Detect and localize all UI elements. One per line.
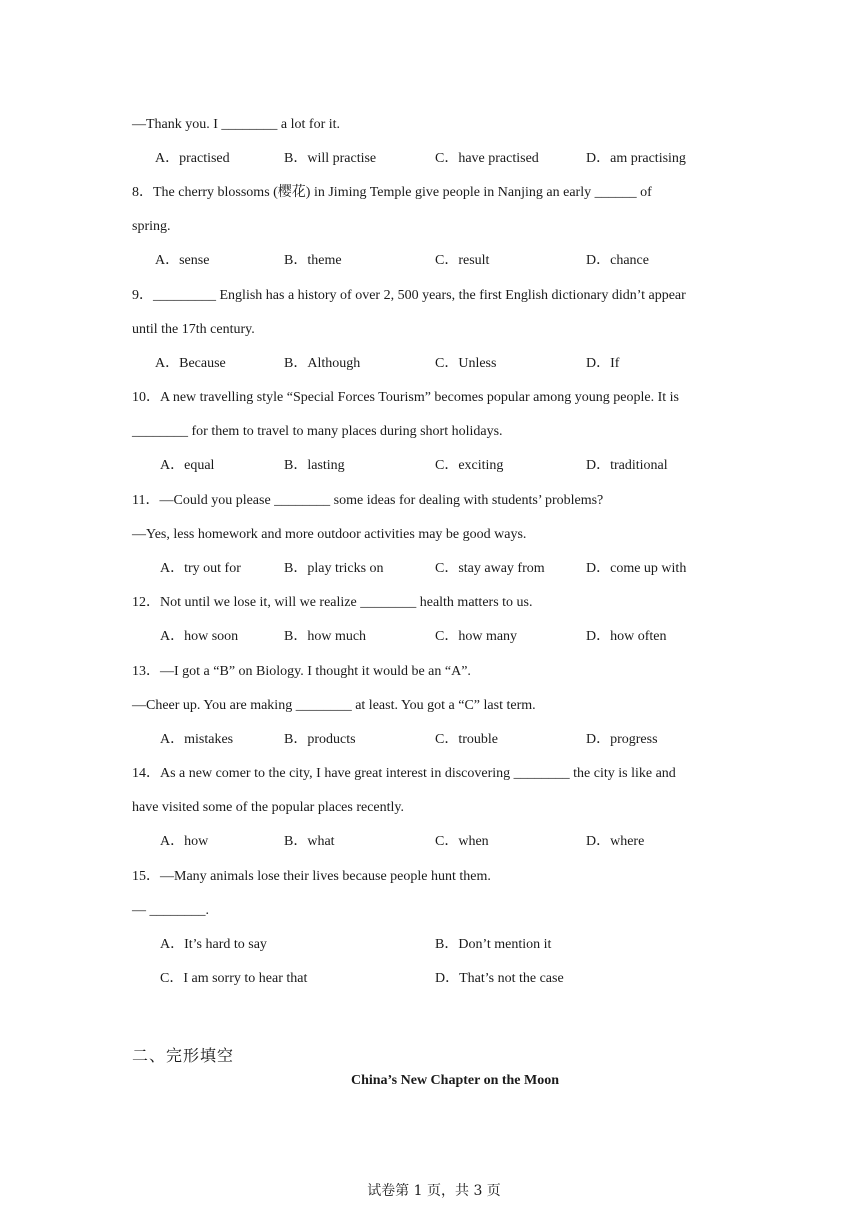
q10-option-d: D．traditional — [586, 458, 668, 473]
q15-stem-line1: 15．—Many animals lose their lives because people hunt them. — [132, 869, 491, 884]
q7-reply-line: —Thank you. I ________ a lot for it. — [132, 117, 341, 132]
q8-stem-line2: spring. — [132, 219, 171, 234]
passage-title: China’s New Chapter on the Moon — [350, 1073, 560, 1088]
q10-option-b: B．lasting — [284, 458, 345, 473]
q10-option-c: C．exciting — [435, 458, 504, 473]
q10-option-a: A．equal — [160, 458, 215, 473]
q14-option-b: B．what — [284, 834, 335, 849]
section-heading: 二、完形填空 — [132, 1046, 235, 1065]
q12-options — [0, 628, 868, 646]
q13-stem-line2: —Cheer up. You are making ________ at least. You got a “C” last term. — [132, 698, 536, 713]
q12-option-a: A．how soon — [160, 629, 239, 644]
q7-options — [0, 150, 868, 168]
q10-options — [0, 457, 868, 475]
q12-stem-line1: 12．Not until we lose it, will we realize ________ health matters to us. — [132, 595, 533, 610]
q15-options-row1 — [0, 936, 868, 954]
q10-stem-line2: ________ for them to travel to many places during short holidays. — [132, 424, 503, 439]
q9-options — [0, 355, 868, 373]
q13-options — [0, 731, 868, 749]
q11-stem-line2: —Yes, less homework and more outdoor activities may be good ways. — [132, 527, 527, 542]
q9-stem-line1: 9．_________ English has a history of over 2, 500 years, the first English dictionary didn’t appear — [132, 288, 686, 303]
q15-option-a: A．It’s hard to say — [160, 937, 267, 952]
q9-option-c: C．Unless — [435, 356, 497, 371]
q7-option-d: D．am practising — [586, 151, 686, 166]
q15-stem-line2: — ________. — [132, 903, 209, 918]
q7-option-a: A．practised — [155, 151, 230, 166]
q8-options — [0, 252, 868, 270]
q9-option-a: A．Because — [155, 356, 226, 371]
q11-option-a: A．try out for — [160, 561, 241, 576]
q8-option-b: B．theme — [284, 253, 342, 268]
q8-option-d: D．chance — [586, 253, 649, 268]
q15-option-d: D．That’s not the case — [435, 971, 564, 986]
q11-option-d: D．come up with — [586, 561, 687, 576]
q13-stem-line1: 13．—I got a “B” on Biology. I thought it would be an “A”. — [132, 664, 471, 679]
q14-option-c: C．when — [435, 834, 489, 849]
q14-stem-line2: have visited some of the popular places recently. — [132, 800, 404, 815]
q13-option-b: B．products — [284, 732, 356, 747]
q11-option-c: C．stay away from — [435, 561, 545, 576]
q9-option-b: B．Although — [284, 356, 361, 371]
q13-option-a: A．mistakes — [160, 732, 234, 747]
q7-option-b: B．will practise — [284, 151, 377, 166]
q12-option-b: B．how much — [284, 629, 367, 644]
q11-option-b: B．play tricks on — [284, 561, 384, 576]
q11-stem-line1: 11．—Could you please ________ some ideas for dealing with students’ problems? — [132, 493, 604, 508]
q9-stem-line2: until the 17th century. — [132, 322, 255, 337]
q8-option-a: A．sense — [155, 253, 210, 268]
q14-option-a: A．how — [160, 834, 209, 849]
q12-option-c: C．how many — [435, 629, 518, 644]
q13-option-c: C．trouble — [435, 732, 498, 747]
q10-stem-line1: 10．A new travelling style “Special Forces Tourism” becomes popular among young people. It is — [132, 390, 679, 405]
q15-option-c: C．I am sorry to hear that — [160, 971, 308, 986]
q15-options-row2 — [0, 970, 868, 988]
q14-stem-line1: 14．As a new comer to the city, I have great interest in discovering ________ the city is like and — [132, 766, 676, 781]
q13-option-d: D．progress — [586, 732, 658, 747]
q12-option-d: D．how often — [586, 629, 667, 644]
q8-stem-line1: 8．The cherry blossoms (樱花) in Jiming Temple give people in Nanjing an early ______ of — [132, 185, 652, 200]
q15-option-b: B．Don’t mention it — [435, 937, 552, 952]
q11-options — [0, 560, 868, 578]
page-footer: 试卷第 1 页，共 3 页 — [367, 1183, 501, 1199]
q7-option-c: C．have practised — [435, 151, 539, 166]
q8-option-c: C．result — [435, 253, 490, 268]
q14-option-d: D．where — [586, 834, 645, 849]
q14-options — [0, 833, 868, 851]
q9-option-d: D．If — [586, 356, 620, 371]
